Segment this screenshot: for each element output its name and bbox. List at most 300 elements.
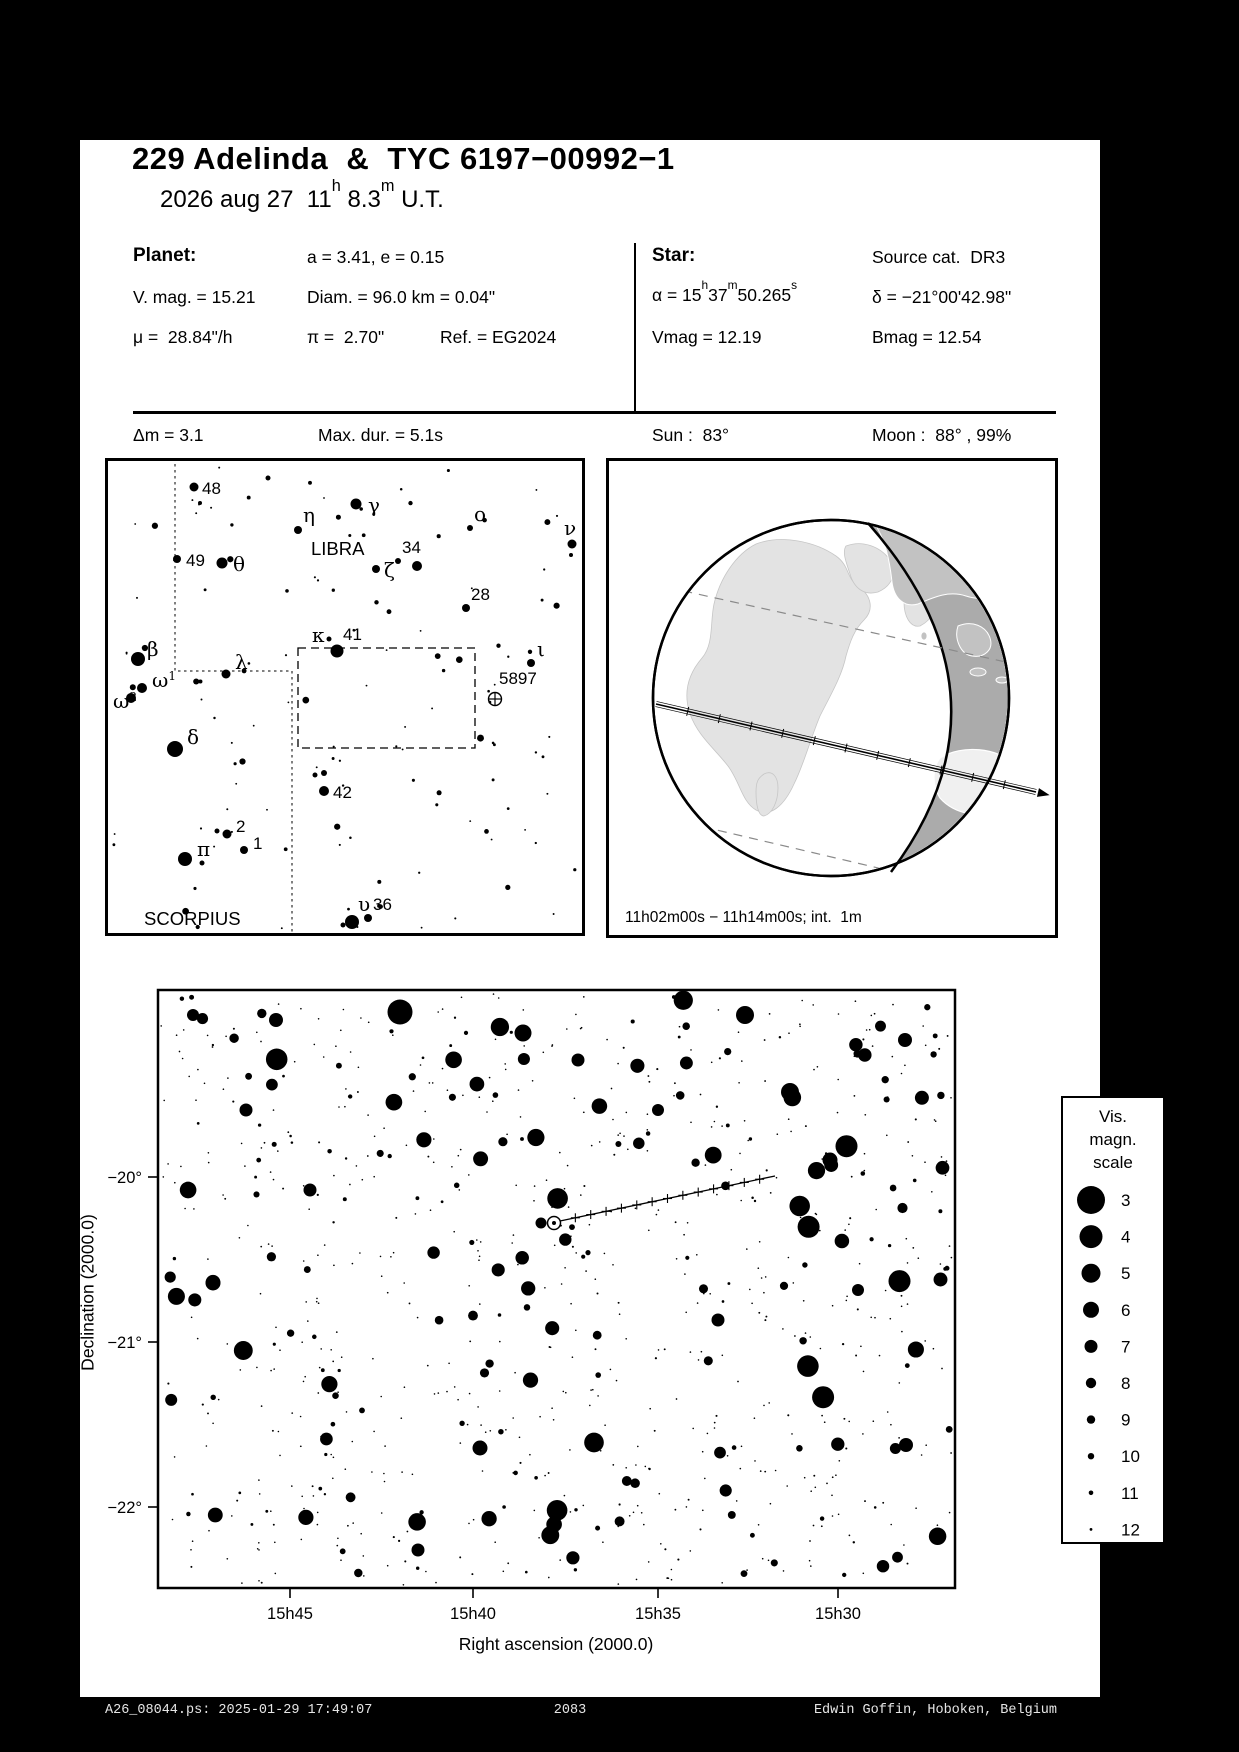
section-rule (133, 411, 1056, 414)
field-star (345, 1088, 347, 1090)
field-star (570, 1511, 572, 1513)
field-star (513, 1471, 518, 1476)
field-star (938, 1048, 940, 1050)
field-star (264, 1142, 266, 1144)
field-star (496, 644, 500, 648)
field-star (763, 1292, 765, 1294)
field-star (581, 1255, 585, 1259)
field-star (763, 1405, 765, 1407)
field-star (727, 1282, 730, 1285)
field-star (564, 1267, 566, 1269)
field-star (699, 1528, 701, 1530)
field-star (317, 1392, 319, 1394)
field-star (724, 1048, 731, 1055)
magscale-value: 12 (1121, 1520, 1140, 1540)
field-star (431, 707, 433, 709)
field-star (227, 1343, 229, 1345)
field-star (522, 1009, 524, 1011)
field-star (266, 1079, 278, 1091)
field-star (739, 1153, 741, 1155)
field-star (799, 1337, 806, 1344)
field-star (462, 1095, 464, 1097)
field-star (788, 1257, 790, 1259)
field-star (289, 1135, 292, 1138)
bright-star (304, 1184, 317, 1197)
field-star (915, 1118, 917, 1120)
field-star (395, 1217, 397, 1219)
field-star (274, 1542, 276, 1544)
field-star (256, 1367, 258, 1369)
field-star (690, 1122, 692, 1124)
field-star (270, 1171, 272, 1173)
field-star (285, 589, 289, 593)
bright-star (898, 1033, 912, 1047)
field-star (945, 1175, 947, 1177)
catalog-star (467, 525, 473, 531)
field-star (838, 1013, 840, 1015)
field-star (330, 1454, 332, 1456)
field-star (409, 1302, 411, 1304)
field-star (541, 1526, 559, 1544)
catalog-star (341, 923, 346, 928)
field-star (548, 736, 550, 738)
field-star (253, 725, 255, 727)
field-star (934, 1119, 936, 1121)
text-fragment: 50.265 (737, 285, 792, 305)
field-star (800, 1217, 802, 1219)
text-fragment: s (791, 277, 798, 292)
field-star (897, 1203, 907, 1213)
text-fragment: m (727, 277, 738, 292)
bright-star (736, 1006, 754, 1024)
field-star (408, 501, 412, 505)
field-star (350, 1051, 352, 1053)
field-star (937, 1524, 939, 1526)
field-star (360, 1017, 362, 1019)
field-star (470, 1077, 485, 1092)
field-star (352, 1522, 354, 1524)
field-star (946, 1426, 953, 1433)
field-star (226, 1558, 228, 1560)
magscale-dot (1080, 1225, 1103, 1248)
field-star (380, 1396, 382, 1398)
field-star (454, 1386, 456, 1388)
field-star (162, 1176, 164, 1178)
bright-star (388, 1000, 413, 1025)
field-star (924, 1004, 930, 1010)
field-star (787, 1414, 789, 1416)
field-star (525, 1571, 528, 1574)
field-star (207, 1258, 209, 1260)
field-star (430, 1209, 432, 1211)
catalog-star (569, 553, 573, 557)
field-star (648, 1468, 650, 1470)
field-star (871, 1015, 873, 1017)
field-star (751, 1302, 753, 1304)
bright-star (412, 1544, 425, 1557)
target-star-symbol (552, 1221, 556, 1225)
field-star (515, 1185, 517, 1187)
field-star (323, 1056, 325, 1058)
field-star (924, 1340, 926, 1342)
field-star (260, 1246, 262, 1248)
field-star (845, 1447, 847, 1449)
field-star (317, 1524, 319, 1526)
field-star (947, 1035, 949, 1037)
field-star (790, 1131, 792, 1133)
field-star (544, 519, 550, 525)
field-star (759, 1241, 761, 1243)
field-star (388, 1154, 392, 1158)
field-star (884, 1096, 890, 1102)
field-star (232, 1101, 234, 1103)
field-star (702, 1509, 704, 1511)
field-star (415, 1196, 419, 1200)
field-star (950, 1097, 952, 1099)
field-star (765, 1316, 767, 1318)
field-star (715, 1415, 717, 1417)
field-star (820, 1348, 822, 1350)
field-star (837, 1112, 839, 1114)
catalog-star (412, 561, 422, 571)
x-tick-label: 15h35 (635, 1605, 681, 1623)
field-star (339, 844, 341, 846)
main-chart (88, 980, 968, 1660)
field-star (534, 1476, 538, 1480)
field-star (647, 1075, 649, 1077)
field-star (332, 1478, 334, 1480)
field-star (272, 1054, 275, 1057)
field-star (417, 1317, 419, 1319)
field-star (226, 808, 228, 810)
field-star (360, 1533, 362, 1535)
field-star (846, 1300, 848, 1302)
field-star (447, 469, 450, 472)
field-star (287, 1131, 289, 1133)
field-star (740, 1200, 742, 1202)
field-star (197, 1069, 199, 1071)
field-star (874, 1317, 876, 1319)
field-star (386, 1094, 403, 1111)
field-star (597, 1395, 599, 1397)
field-star (851, 1176, 853, 1178)
field-star (459, 1556, 461, 1558)
finder-chart (105, 458, 585, 936)
field-star (626, 1112, 628, 1114)
field-star (855, 1000, 857, 1002)
star-label: 36 (373, 895, 392, 914)
field-star (764, 1039, 766, 1041)
field-star (401, 1471, 403, 1473)
field-star (413, 1090, 415, 1092)
field-star (655, 1357, 657, 1359)
field-star (336, 1063, 342, 1069)
field-star (204, 588, 207, 591)
field-star (732, 1445, 737, 1450)
field-star (312, 1335, 317, 1340)
field-star (190, 1549, 192, 1551)
field-star (459, 1421, 464, 1426)
field-star (575, 1252, 577, 1254)
field-star (371, 1471, 373, 1473)
field-star (318, 1018, 320, 1020)
field-star (808, 1162, 825, 1179)
field-star (308, 481, 312, 485)
bright-star (515, 1025, 532, 1042)
catalog-star (351, 499, 362, 510)
field-star (367, 1155, 369, 1157)
field-star (367, 1114, 369, 1116)
field-star (941, 1368, 943, 1370)
field-star (454, 1183, 460, 1189)
star-vmag: Vmag = 12.19 (652, 327, 762, 347)
field-star (377, 880, 381, 884)
field-star (553, 1419, 555, 1421)
field-star (478, 1259, 480, 1261)
field-star (630, 1059, 644, 1073)
field-star (539, 1416, 541, 1418)
catalog-star (331, 645, 344, 658)
field-star (648, 1229, 650, 1231)
field-star (764, 1471, 766, 1473)
field-star (362, 533, 366, 537)
catalog-star (568, 540, 577, 549)
field-star (349, 836, 352, 839)
field-star (702, 1451, 704, 1453)
field-star (363, 1575, 365, 1577)
field-star (114, 833, 116, 835)
star-label: ζ (384, 558, 395, 582)
field-star (337, 1391, 339, 1393)
field-star (273, 1368, 275, 1370)
field-star (949, 1245, 951, 1247)
field-star (839, 1460, 841, 1462)
field-star (775, 1470, 777, 1472)
field-star (520, 1137, 524, 1141)
field-star (493, 993, 495, 995)
field-star (499, 1390, 501, 1392)
field-star (320, 1348, 322, 1350)
field-star (471, 1573, 473, 1575)
field-star (854, 1050, 862, 1058)
field-star (284, 847, 288, 851)
field-star (433, 1138, 435, 1140)
field-star (554, 1245, 556, 1247)
field-star (291, 1141, 294, 1144)
field-star (546, 1179, 548, 1181)
field-star (197, 1338, 199, 1340)
field-star (515, 1251, 529, 1265)
field-star (347, 908, 350, 911)
field-star (505, 885, 510, 890)
field-star (204, 1083, 206, 1085)
field-star (836, 1135, 858, 1157)
field-star (507, 656, 509, 658)
field-star (300, 1008, 302, 1010)
field-star (270, 1510, 272, 1512)
field-star (848, 1421, 850, 1423)
field-star (945, 1266, 950, 1271)
field-star (425, 1571, 427, 1573)
field-star (610, 1369, 612, 1371)
field-star (869, 1237, 873, 1241)
field-star (191, 499, 193, 501)
field-star (879, 1355, 881, 1357)
field-star (480, 1368, 489, 1377)
bright-star (823, 1153, 838, 1168)
field-star (372, 1358, 374, 1360)
field-star (213, 717, 215, 719)
bright-star (187, 1009, 199, 1021)
field-star (357, 1091, 359, 1093)
field-star (320, 1436, 322, 1438)
field-star (165, 1272, 176, 1283)
field-star (302, 697, 309, 704)
field-star (907, 1563, 909, 1565)
max-duration: Max. dur. = 5.1s (318, 425, 443, 445)
field-star (874, 1506, 877, 1509)
field-star (592, 1098, 608, 1114)
field-star (543, 1052, 545, 1054)
field-star (635, 1464, 637, 1466)
field-star (548, 1577, 550, 1579)
star-label: SCORPIUS (144, 908, 241, 929)
field-star (869, 1029, 871, 1031)
field-star (212, 1423, 214, 1425)
field-star (647, 1113, 649, 1115)
field-star (398, 1540, 400, 1542)
field-star (546, 793, 548, 795)
field-star (815, 1487, 817, 1489)
star-label: o (474, 502, 487, 526)
field-star (786, 1485, 788, 1487)
field-star (480, 1424, 482, 1426)
field-star (387, 1565, 389, 1567)
field-star (882, 1502, 884, 1504)
field-star (595, 1526, 600, 1531)
field-star (308, 1208, 310, 1210)
planet-vmag: V. mag. = 15.21 (133, 287, 256, 307)
field-star (538, 1537, 540, 1539)
field-star (794, 1335, 796, 1337)
field-star (658, 1349, 660, 1351)
field-star (272, 1142, 277, 1147)
field-star (877, 1560, 889, 1572)
field-star (925, 1444, 927, 1446)
field-star (373, 1176, 375, 1178)
field-star (584, 1433, 604, 1453)
field-star (134, 523, 136, 525)
field-star (239, 758, 245, 764)
field-star (721, 1582, 723, 1584)
field-star (682, 1022, 690, 1030)
star-heading: Star: (652, 245, 696, 266)
field-star (821, 1415, 823, 1417)
field-star (433, 1162, 435, 1164)
field-star (294, 1061, 296, 1063)
field-star (783, 1570, 785, 1572)
field-star (771, 1559, 778, 1566)
field-star (338, 1369, 341, 1372)
field-star (332, 1361, 334, 1363)
field-star (345, 1468, 347, 1470)
field-star (705, 1164, 707, 1166)
field-star (559, 1233, 571, 1245)
field-star (460, 1442, 462, 1444)
field-star (569, 1224, 575, 1230)
field-star (167, 1163, 169, 1165)
field-star (616, 1380, 618, 1382)
star-label: 34 (402, 538, 421, 557)
field-star (892, 1004, 894, 1006)
field-star (690, 1049, 692, 1051)
catalog-star (200, 861, 205, 866)
field-star (714, 1427, 716, 1429)
field-star (358, 1066, 360, 1068)
field-star (514, 1372, 516, 1374)
field-star (469, 1240, 474, 1245)
field-star (714, 1422, 716, 1424)
field-star (810, 1336, 812, 1338)
field-star (331, 1422, 336, 1427)
field-star (374, 600, 378, 604)
field-star (174, 1456, 176, 1458)
field-star (312, 1485, 314, 1487)
field-star (604, 1424, 606, 1426)
field-star (461, 997, 463, 999)
planet-reference: Ref. = EG2024 (440, 327, 557, 347)
field-star (180, 1182, 197, 1199)
field-star (453, 1231, 455, 1233)
field-star (696, 1254, 698, 1256)
field-star (544, 1287, 546, 1289)
field-star (824, 1421, 826, 1423)
field-star (520, 1116, 522, 1118)
field-star (668, 1577, 670, 1579)
field-star (758, 1312, 760, 1314)
field-star (805, 1125, 807, 1127)
field-star (819, 1230, 821, 1232)
field-star (659, 1493, 661, 1495)
field-star (333, 1264, 335, 1266)
field-star (931, 1191, 933, 1193)
field-star (374, 1136, 376, 1138)
magscale-dot (1085, 1340, 1098, 1353)
field-star (572, 1246, 574, 1248)
field-star (643, 1524, 645, 1526)
field-star (174, 1182, 176, 1184)
field-star (566, 1028, 568, 1030)
bright-star (572, 1054, 585, 1067)
field-star (764, 1319, 766, 1321)
field-star (600, 1450, 602, 1452)
field-star (400, 1417, 402, 1419)
field-star (760, 1470, 762, 1472)
field-star (583, 1185, 585, 1187)
field-star (770, 1192, 772, 1194)
field-star (227, 1077, 229, 1079)
field-star (479, 1256, 481, 1258)
field-star (344, 1106, 346, 1108)
field-star (112, 843, 115, 846)
field-star (821, 1525, 823, 1527)
field-star (321, 1376, 337, 1392)
field-star (479, 1303, 481, 1305)
field-star (447, 1089, 449, 1091)
field-star (469, 820, 471, 822)
star-label: υ (358, 892, 371, 916)
field-star (535, 489, 537, 491)
